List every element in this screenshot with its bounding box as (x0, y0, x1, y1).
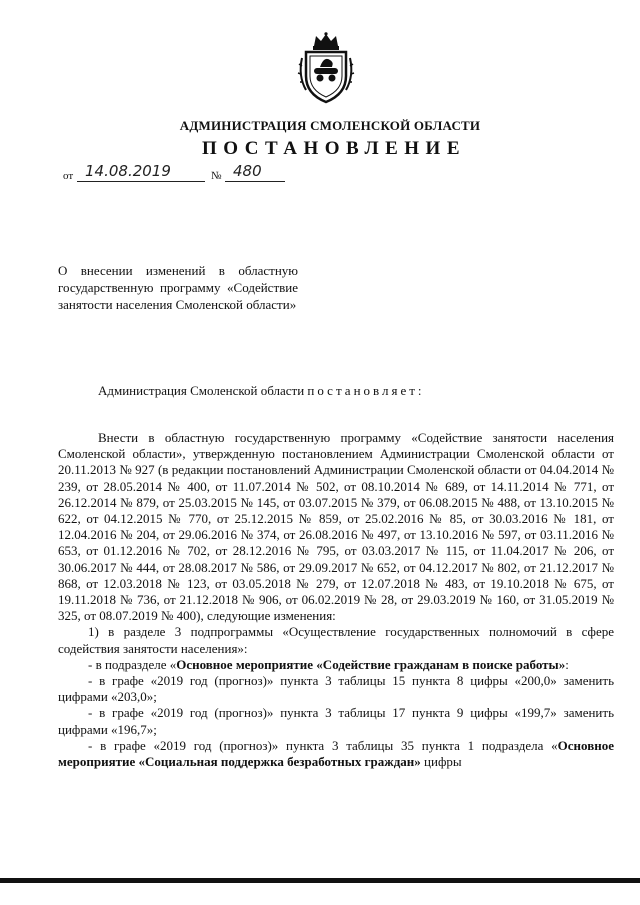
item-1: 1) в разделе 3 подпрограммы «Осуществление государственных полномочий в сфере содействия занятости населения»: (58, 624, 614, 656)
date-handwritten: 14.08.2019 (85, 162, 171, 180)
organization-name: АДМИНИСТРАЦИЯ СМОЛЕНСКОЙ ОБЛАСТИ (179, 118, 481, 133)
date-underline (77, 181, 205, 182)
decree-verb: постановляет: (307, 383, 425, 398)
body-text (58, 430, 614, 770)
coat-of-arms-emblem (296, 32, 356, 104)
subitem-1-prefix: - в подразделе « (88, 656, 177, 672)
scan-edge-bar (0, 878, 640, 883)
number-handwritten: 480 (233, 162, 262, 180)
decree-subject: Администрация Смоленской области (98, 383, 305, 398)
subitem-1 (58, 657, 614, 673)
date-number-line (63, 163, 303, 185)
subject-block: О внесении изменений в областную государственную программу «Содействие занятости населения Смоленской области» (58, 263, 298, 312)
subitem-4 (58, 738, 614, 770)
subitem-3: - в графе «2019 год (прогноз)» пункта 3 таблицы 17 пункта 9 цифры «199,7» заменить цифрами «196,7»; (58, 705, 614, 737)
subitem-1-bold: Основное мероприятие «Содействие гражданам в поиске работы» (176, 656, 566, 672)
number-prefix: № (211, 170, 222, 182)
date-prefix: от (63, 170, 74, 182)
subitem-4-suffix: цифры (420, 754, 462, 770)
document-title: ПОСТАНОВЛЕНИЕ (201, 138, 467, 159)
subitem-4-prefix: - в графе «2019 год (прогноз)» пункта 3 таблицы 35 пункта 1 подраздела « (88, 737, 558, 753)
decree-line (98, 383, 425, 399)
number-underline (225, 181, 285, 182)
subitem-4-bold: Основное мероприятие «Социальная поддержка безработных граждан» (58, 737, 614, 770)
subitem-2: - в графе «2019 год (прогноз)» пункта 3 таблицы 15 пункта 8 цифры «200,0» заменить цифрами «203,0»; (58, 673, 614, 705)
subitem-1-suffix: : (565, 656, 569, 672)
intro-paragraph: Внести в областную государственную программу «Содействие занятости населения Смоленской области», утвержденную постановлением Администрации Смоленской области от 20.11.2013 № 927 (в редакции постановлений Администрации Смоленской области от 04.04.2014 № 239, от 28.05.2014 № 400, от 11.07.2014 № 502, от 08.10.2014 № 689, от 14.11.2014 № 771, от 26.12.2014 № 879, от 25.03.2015 № 145, от 03.07.2015 № 379, от 06.08.2015 № 488, от 13.10.2015 № 622, от 04.12.2015 № 770, от 25.12.2015 № 859, от 25.02.2016 № 85, от 30.03.2016 № 181, от 12.04.2016 № 204, от 29.06.2016 № 374, от 26.08.2016 № 497, от 13.10.2016 № 597, от 03.11.2016 № 653, от 01.12.2016 № 702, от 28.12.2016 № 795, от 03.03.2017 № 115, от 11.04.2017 № 206, от 30.06.2017 № 444, от 28.08.2017 № 586, от 29.09.2017 № 652, от 04.12.2017 № 802, от 21.12.2017 № 868, от 12.03.2018 № 123, от 03.05.2018 № 279, от 12.07.2018 № 483, от 19.10.2018 № 675, от 19.11.2018 № 736, от 21.12.2018 № 906, от 06.02.2019 № 28, от 29.03.2019 № 160, от 31.05.2019 № 325, от 08.07.2019 № 400), следующие изменения: (58, 430, 614, 624)
